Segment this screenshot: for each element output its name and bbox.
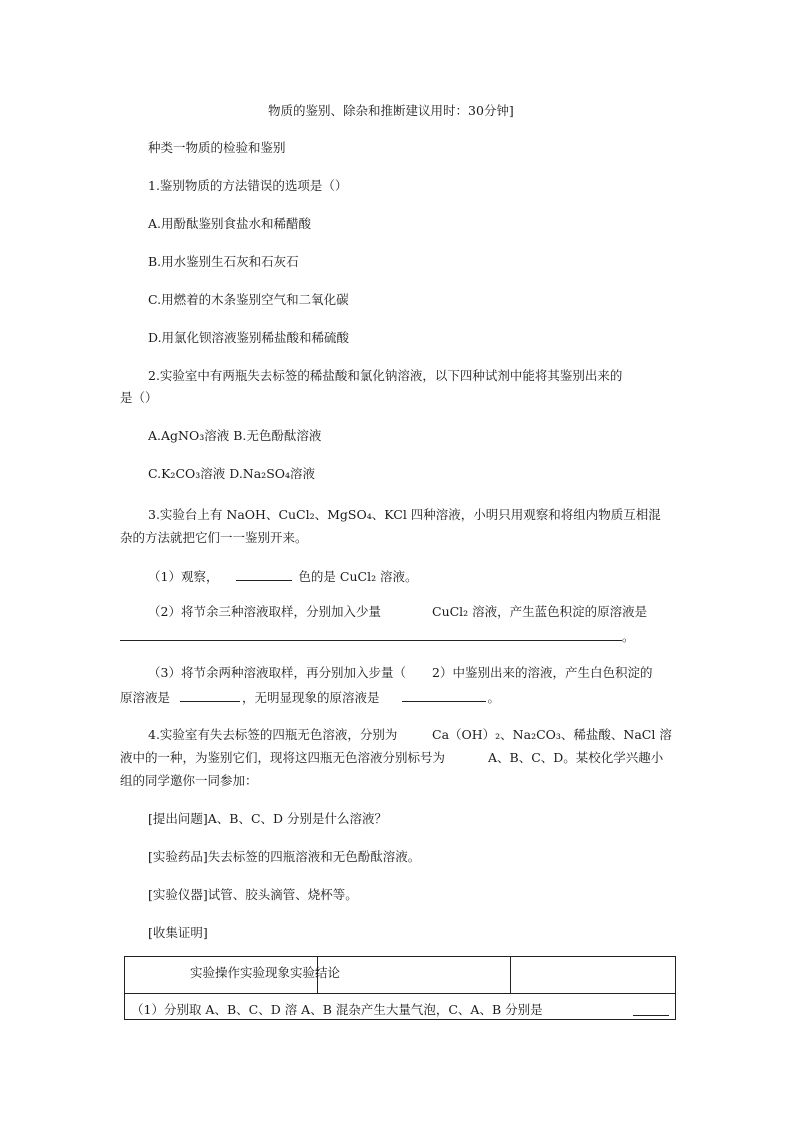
q4-line2-a: 液中的一种，为鉴别它们，现将这四瓶无色溶液分别标号为 [120, 750, 446, 765]
q4-line1-b: Ca（OH）₂、Na₂CO₃、稀盐酸、NaCl 溶 [432, 727, 672, 742]
answer-blank-no-phenomenon[interactable] [402, 688, 486, 702]
q4-evidence: [收集证明] [148, 925, 208, 940]
q3-stem-line2: 杂的方法就把它们一一鉴别开来。 [120, 530, 308, 545]
table-divider [510, 957, 511, 993]
q4-problem: [提出问题]A、B、C、D 分别是什么溶液？ [148, 811, 388, 826]
q3-part2-text-a: （2）将节余三种溶液取样，分别加入少量 [148, 604, 381, 619]
q1-stem: 1.鉴别物质的方法错误的选项是（） [148, 178, 348, 193]
q4-instruments: [实验仪器]试管、胶头滴管、烧杯等。 [148, 887, 358, 902]
q3-part3-text-d: ，无明显现象的原溶液是 [242, 690, 380, 705]
q2-stem-line2: 是（） [120, 390, 158, 405]
q3-part3-text-e: 。 [487, 690, 501, 705]
q3-part3-text-a: （3）将节余两种溶液取样，再分别加入步量（ [148, 665, 406, 680]
q3-stem-line1: 3.实验台上有 NaOH、CuCl₂、MgSO₄、KCl 四种溶液，小明只用观察和将组内物质互相混 [148, 507, 661, 522]
q2-options-cd: C.K₂CO₃溶液 D.Na₂SO₄溶液 [148, 466, 316, 481]
page-title: 物质的鉴别、除杂和推断建议用时：30分钟] [268, 103, 514, 118]
answer-blank-blue-precipitate[interactable] [120, 627, 622, 641]
q1-option-c: C.用燃着的木条鉴别空气和二氧化碳 [148, 292, 349, 307]
q3-part1-text-b: 色的是 CuCl₂ 溶液。 [298, 569, 418, 584]
q3-part2-text-b: CuCl₂ 溶液，产生蓝色积淀的原溶液是 [432, 604, 648, 619]
q3-part2-end: 。 [622, 629, 635, 644]
q3-part3-text-b: 2）中鉴别出来的溶液，产生白色积淀的 [432, 665, 653, 680]
answer-blank-color[interactable] [236, 567, 292, 581]
q3-part1-text-a: （1）观察， [148, 569, 219, 584]
q4-reagents: [实验药品]失去标签的四瓶溶液和无色酚酞溶液。 [148, 849, 421, 864]
q1-option-d: D.用氯化钡溶液鉴别稀盐酸和稀硫酸 [148, 330, 350, 345]
q3-part3-line2 [120, 688, 500, 706]
q4-line3: 组的同学邀你一同参加： [120, 773, 258, 788]
q2-options-ab: A.AgNO₃溶液 B.无色酚酞溶液 [148, 428, 322, 443]
q3-part2-answer-line [120, 627, 635, 645]
table-divider [125, 993, 675, 994]
answer-blank-white-precipitate[interactable] [180, 688, 240, 702]
q2-stem-line1: 2.实验室中有两瓶失去标签的稀盐酸和氯化钠溶液，以下四种试剂中能将其鉴别出来的 [148, 368, 623, 383]
q3-part3-text-c: 原溶液是 [120, 690, 171, 705]
q1-option-a: A.用酚酞鉴别食盐水和稀醋酸 [148, 216, 312, 231]
table-header: 实验操作实验现象实验结论 [190, 965, 341, 980]
answer-blank-table[interactable] [633, 1002, 669, 1016]
q1-option-b: B.用水鉴别生石灰和石灰石 [148, 254, 299, 269]
q4-line2-b: A、B、C、D。某校化学兴趣小 [488, 750, 664, 765]
q3-part1 [148, 567, 418, 585]
table-row-1: （1）分别取 A、B、C、D 溶 A、B 混杂产生大量气泡，C、A、B 分别是 [131, 1002, 543, 1017]
experiment-table [124, 956, 676, 1020]
q4-line1-a: 4.实验室有失去标签的四瓶无色溶液，分别为 [148, 727, 398, 742]
section-heading: 种类一物质的检验和鉴别 [148, 140, 286, 155]
